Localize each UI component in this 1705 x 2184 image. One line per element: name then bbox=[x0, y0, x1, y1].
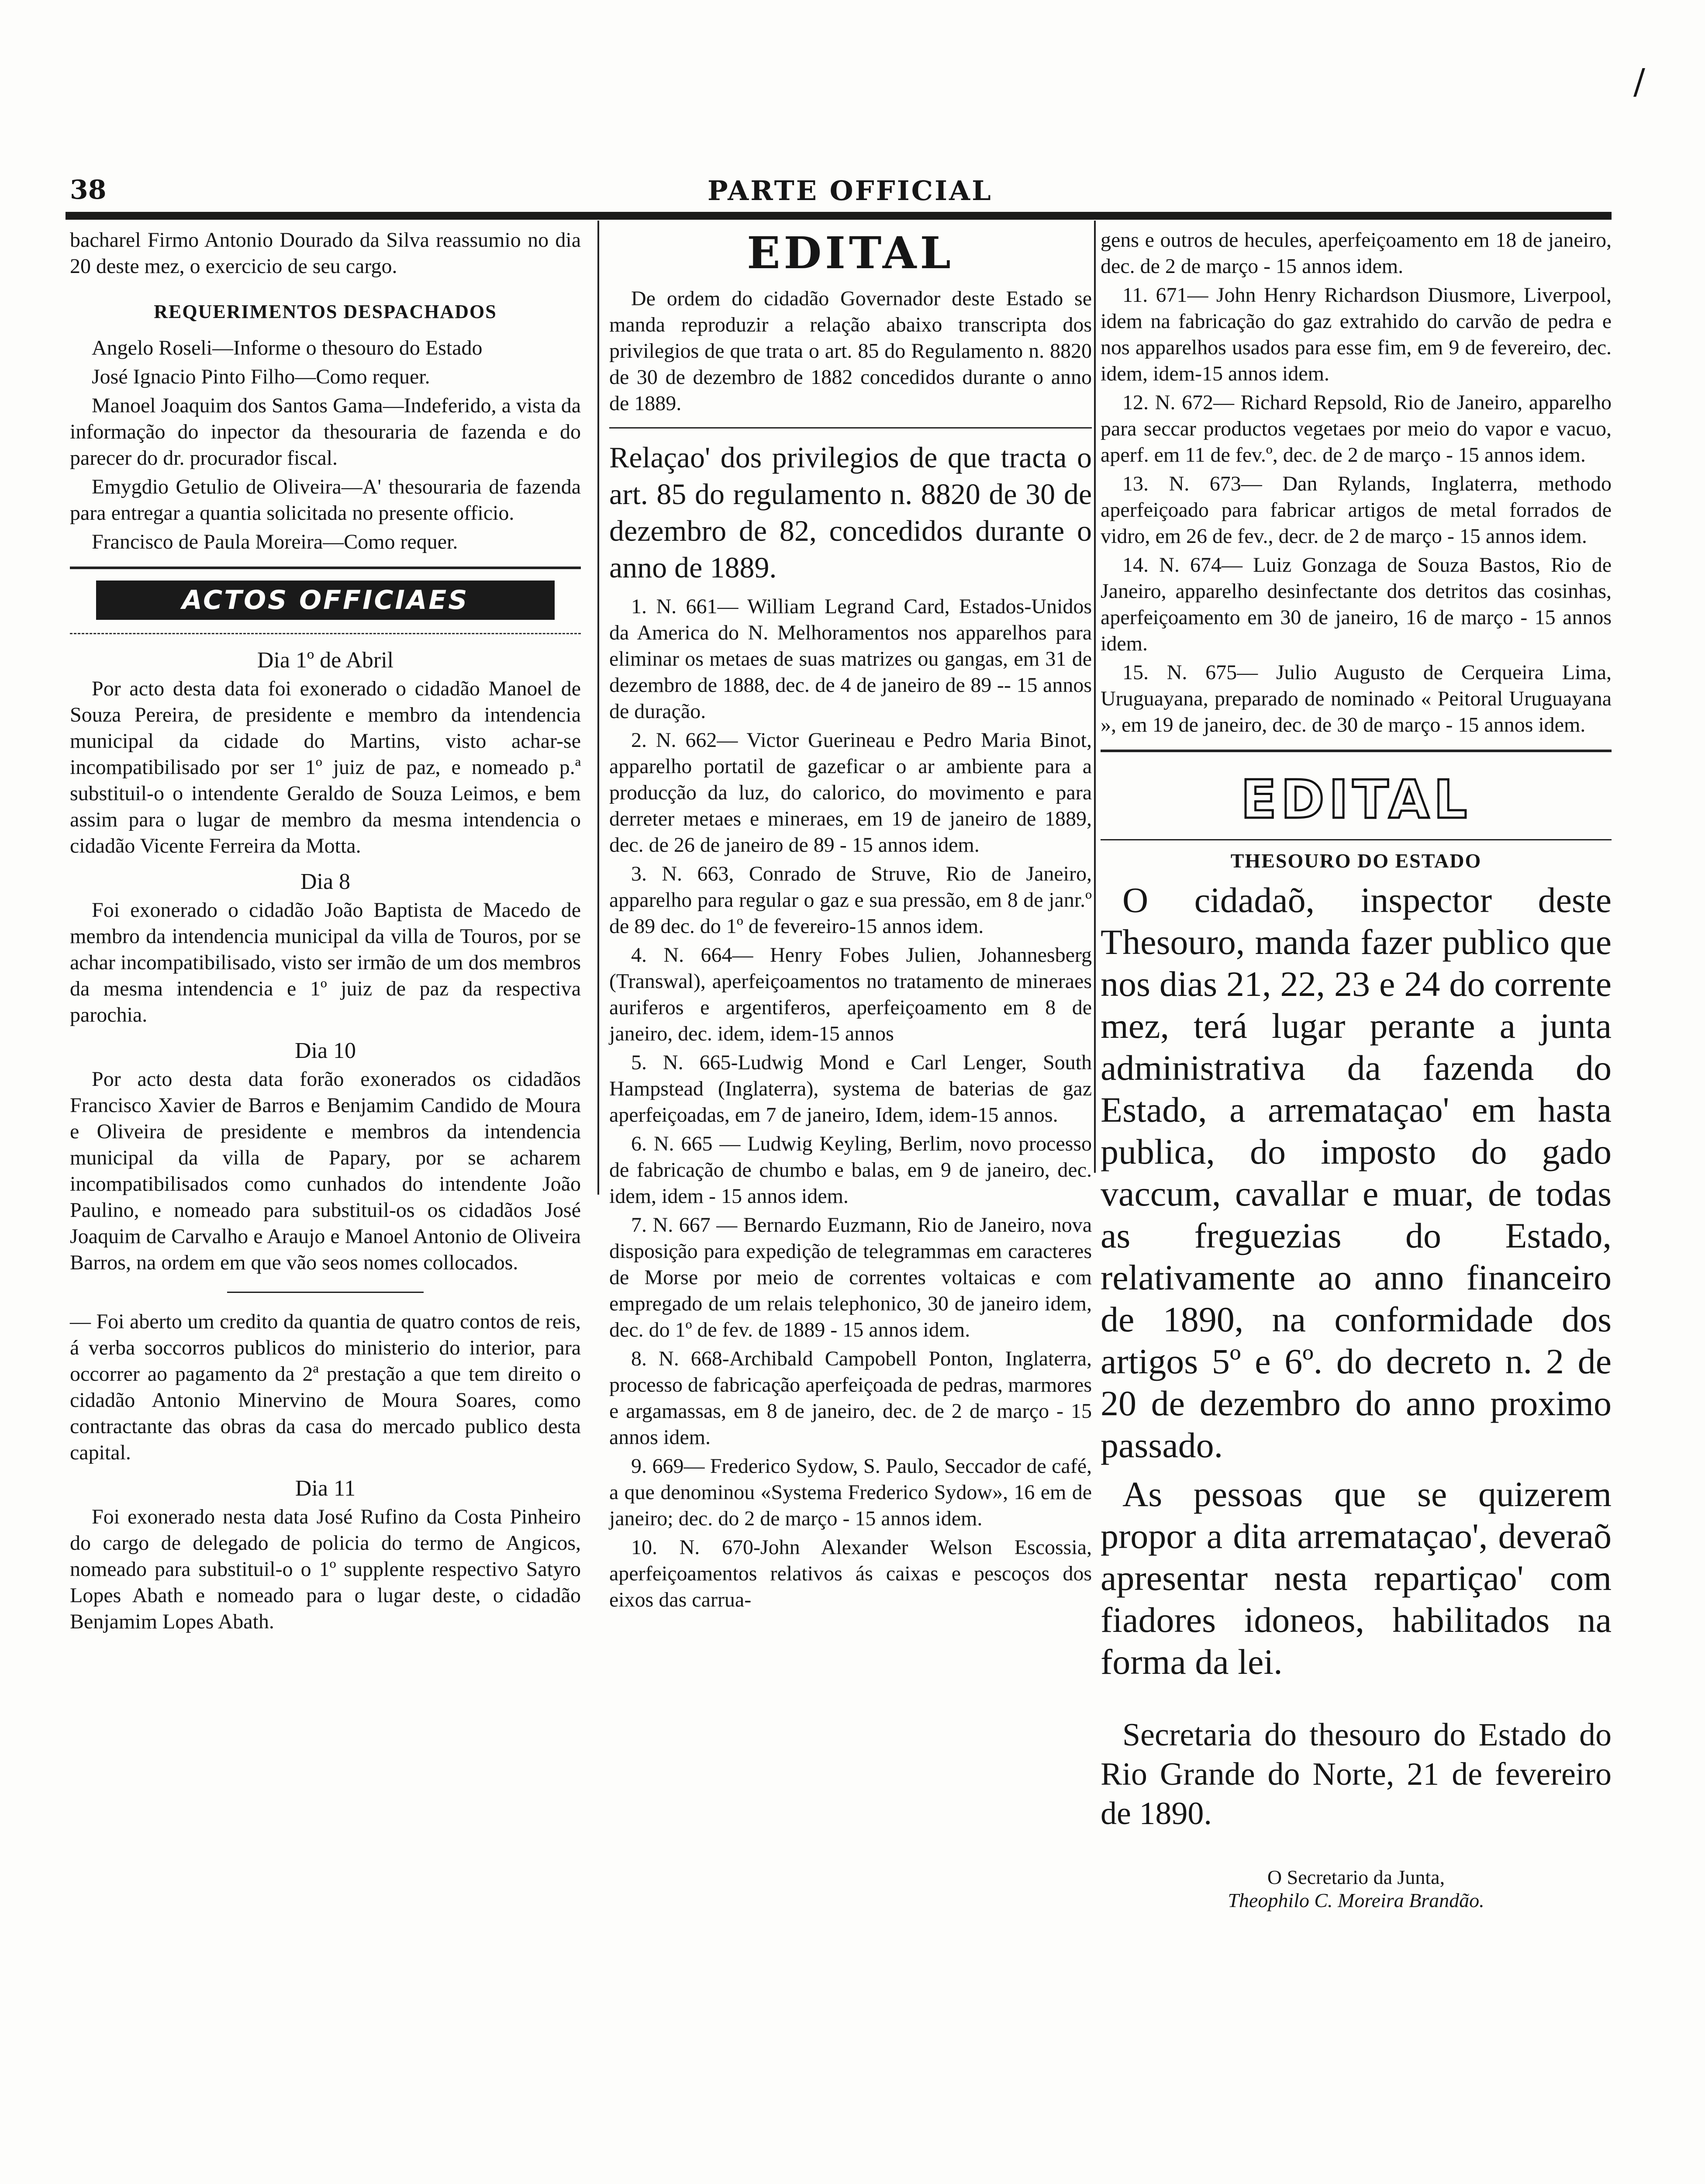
page-number: 38 bbox=[70, 175, 107, 205]
column-divider bbox=[597, 221, 599, 1195]
request-item: Angelo Roseli—Informe o thesouro do Estado bbox=[92, 336, 483, 359]
privilege-item: 6. N. 665 — Ludwig Keyling, Berlim, novo processo de fabricação de chumbo e balas, em 9 de janeiro, dec. idem, idem - 15 annos idem. bbox=[609, 1132, 1092, 1208]
privilege-item: 15. N. 675— Julio Augusto de Cerqueira Lima, Uruguayana, preparado de nominado « Peitoral Uruguayana », em 19 de janeiro, dec. de 30 de março - 15 annos idem. bbox=[1101, 661, 1612, 736]
column-3 bbox=[1101, 227, 1612, 1912]
relacao-heading: Relaçao' dos privilegios de que tracta o art. 85 do regulamento n. 8820 de 30 de dezembro de 82, concedidos durante o anno de 1889. bbox=[609, 441, 1092, 584]
privilege-item: 1. N. 661— William Legrand Card, Estados-Unidos da America do N. Melhoramentos nos apparelhos para eliminar os metaes de suas matrizes ou gangas, em 31 de dezembro de 1888, dec. de 4 de janeiro de 89 -- 15 annos de duração. bbox=[609, 595, 1092, 723]
signature-name: Theophilo C. Moreira Brandão. bbox=[1228, 1889, 1484, 1911]
column-2 bbox=[609, 227, 1092, 1616]
privilege-item: 4. N. 664— Henry Fobes Julien, Johannesberg (Transwal), aperfeiçoamentos no tratamento de mineraes auriferos e argentiferos, aperfeiçoamento em 8 de janeiro, dec. idem, idem-15 annos bbox=[609, 943, 1092, 1045]
divider bbox=[609, 427, 1092, 429]
request-item: Francisco de Paula Moreira—Como requer. bbox=[92, 530, 458, 553]
notice-paragraph: O cidadaõ, inspector deste Thesouro, manda fazer publico que nos dias 21, 22, 23 e 24 do corrente mez, terá lugar perante a junta administrativa da fazenda do Estado, a arremataçao' em hasta publica, do imposto do gado vaccum, cavallar e muar, de todas as freguezias do Estado, relativamente ao anno financeiro de 1890, na conformidade dos artigos 5º e 6º. do decreto n. 2 de 20 de dezembro do anno proximo passado. bbox=[1101, 880, 1612, 1465]
actos-heading: ACTOS OFFICIAES bbox=[96, 581, 555, 620]
intro-paragraph: bacharel Firmo Antonio Dourado da Silva reassumio no dia 20 deste mez, o exercicio de seu cargo. bbox=[70, 228, 581, 278]
requerimentos-heading: REQUERIMENTOS DESPACHADOS bbox=[154, 301, 497, 322]
entry-day: Dia 1º de Abril bbox=[257, 648, 394, 673]
section-title: PARTE OFFICIAL bbox=[708, 175, 993, 207]
entry-day: Dia 11 bbox=[295, 1476, 356, 1501]
corner-mark: / bbox=[1633, 61, 1645, 102]
privilege-item: gens e outros de hecules, aperfeiçoamento em 18 de janeiro, dec. de 2 de março - 15 annos idem. bbox=[1101, 228, 1612, 278]
entry-day: Dia 10 bbox=[294, 1038, 356, 1063]
request-item: Manoel Joaquim dos Santos Gama—Indeferido, a vista da informação do inpector da thesouraria de fazenda e do parecer do dr. procurador fiscal. bbox=[70, 394, 581, 470]
closing-paragraph: Secretaria do thesouro do Estado do Rio Grande do Norte, 21 de fevereiro de 1890. bbox=[1101, 1717, 1612, 1832]
request-item: Emygdio Getulio de Oliveira—A' thesouraria de fazenda para entregar a quantia solicitada no presente officio. bbox=[70, 475, 581, 525]
edital-title: EDITAL bbox=[1240, 770, 1472, 830]
privilege-item: 11. 671— John Henry Richardson Diusmore, Liverpool, idem na fabricação do gaz extrahido do carvão de pedra e nos apparelhos usados para esse fim, em 9 de fevereiro, dec. idem, idem-15 annos idem. bbox=[1101, 283, 1612, 385]
privilege-item: 5. N. 665-Ludwig Mond e Carl Lenger, South Hampstead (Inglaterra), systema de baterias de gaz aperfeiçoadas, em 7 de janeiro, Idem, idem-15 annos. bbox=[609, 1051, 1092, 1127]
privilege-item: 3. N. 663, Conrado de Struve, Rio de Janeiro, apparelho para regular o gaz e sua pressão, em 8 de janr.º de 89 dec. do 1º de fevereiro-15 annos idem. bbox=[609, 862, 1092, 938]
entry-text: — Foi aberto um credito da quantia de quatro contos de reis, á verba soccorros publicos do ministerio do interior, para occorrer ao pagamento da 2ª prestação a que tem direito o cidadão Antonio Minervino de Moura Soares, como contractante das obras da casa do mercado publico desta capital. bbox=[70, 1310, 581, 1464]
entry-text: Foi exonerado o cidadão João Baptista de Macedo de membro da intendencia municipal da villa de Touros, por se achar incompatibilisado, visto ser irmão de um dos membros da mesma intendencia e 1º juiz de paz da respectiva parochia. bbox=[70, 898, 581, 1026]
header-rule bbox=[66, 212, 1612, 220]
privilege-item: 13. N. 673— Dan Rylands, Inglaterra, methodo aperfeiçoado para fabricar artigos de metal forrados de vidro, em 26 de fev., decr. de 2 de março - 15 annos idem. bbox=[1101, 472, 1612, 548]
entry-day: Dia 8 bbox=[300, 869, 351, 894]
column-divider bbox=[1094, 221, 1096, 1173]
divider bbox=[70, 567, 581, 569]
request-item: José Ignacio Pinto Filho—Como requer. bbox=[92, 365, 430, 388]
edital-intro: De ordem do cidadão Governador deste Estado se manda reproduzir a relação abaixo transcripta dos privilegios de que trata o art. 85 do Regulamento n. 8820 de 30 de dezembro de 1882 concedidos durante o anno de 1889. bbox=[609, 287, 1092, 415]
privilege-item: 14. N. 674— Luiz Gonzaga de Souza Bastos, Rio de Janeiro, apparelho desinfectante dos detritos das cosinhas, aperfeiçoamento em 30 de janeiro, 16 de março - 15 annos idem. bbox=[1101, 553, 1612, 655]
signature-title: O Secretario da Junta, bbox=[1267, 1866, 1445, 1888]
privilege-item: 9. 669— Frederico Sydow, S. Paulo, Seccador de café, a que denominou «Systema Frederico Sydow», 16 em de janeiro; dec. do 2 de março - 15 annos idem. bbox=[609, 1455, 1092, 1530]
entry-text: Foi exonerado nesta data José Rufino da Costa Pinheiro do cargo de delegado de policia do termo de Angicos, nomeado para substituil-o o 1º supplente respectivo Satyro Lopes Abath e nomeado para o lugar deste, o cidadão Benjamim Lopes Abath. bbox=[70, 1505, 581, 1633]
privilege-item: 2. N. 662— Victor Guerineau e Pedro Maria Binot, apparelho portatil de gazeficar o ar ambiente para a producção da luz, do calorico, do movimento e para derreter metaes e mineraes, em 19 de janeiro de 1889, dec. de 26 de janeiro de 89 - 15 annos idem. bbox=[609, 729, 1092, 857]
entry-text: Por acto desta data forão exonerados os cidadãos Francisco Xavier de Barros e Benjamim Candido de Moura e Oliveira de presidente e membros da intendencia municipal da villa de Papary, por se acharem incompatibilisados como cunhados do intendente João Paulino, e nomeado para substituil-os os cidadãos José Joaquim de Carvalho e Araujo e Manoel Antonio de Oliveira Barros, na ordem em que vão seos nomes collocados. bbox=[70, 1068, 581, 1274]
divider bbox=[227, 1292, 424, 1293]
thesouro-heading: THESOURO DO ESTADO bbox=[1230, 850, 1482, 872]
entry-text: Por acto desta data foi exonerado o cidadão Manoel de Souza Pereira, de presidente e membro da intendencia municipal da cidade do Martins, visto achar-se incompatibilisado por ser 1º juiz de paz, e nomeado p.ª substituil-o o intendente Geraldo de Souza Leimos, e bem assim para o lugar de membro da mesma intendencia o cidadão Vicente Ferreira da Motta. bbox=[70, 677, 581, 857]
edital-title: EDITAL bbox=[747, 227, 954, 279]
privilege-item: 8. N. 668-Archibald Campobell Ponton, Inglaterra, processo de fabricação aperfeiçoada de pedras, marmores e argamassas, em 8 de janeiro, dec. de 2 de março - 15 annos idem. bbox=[609, 1347, 1092, 1449]
privilege-item: 10. N. 670-John Alexander Welson Escossia, aperfeiçoamentos relativos ás caixas e pescoços dos eixos das carrua- bbox=[609, 1536, 1092, 1611]
notice-paragraph: As pessoas que se quizerem propor a dita arremataçao', deveraõ apresentar nesta repartiçao' com fiadores idoneos, habilitados na forma da lei. bbox=[1101, 1474, 1612, 1682]
privilege-item: 12. N. 672— Richard Repsold, Rio de Janeiro, apparelho para seccar productos vegetaes por meio do vapor e vacuo, aperf. em 11 de fev.º, dec. de 2 de março - 15 annos idem. bbox=[1101, 391, 1612, 467]
divider bbox=[70, 633, 581, 634]
divider bbox=[1101, 839, 1612, 840]
column-1 bbox=[70, 227, 581, 1638]
divider bbox=[1101, 750, 1612, 752]
privilege-item: 7. N. 667 — Bernardo Euzmann, Rio de Janeiro, nova disposição para expedição de telegrammas em caracteres de Morse por meio de correntes voltaicas e com empregado de um relais telephonico, 30 de janeiro idem, dec. do 1º de fev. de 1889 - 15 annos idem. bbox=[609, 1213, 1092, 1341]
